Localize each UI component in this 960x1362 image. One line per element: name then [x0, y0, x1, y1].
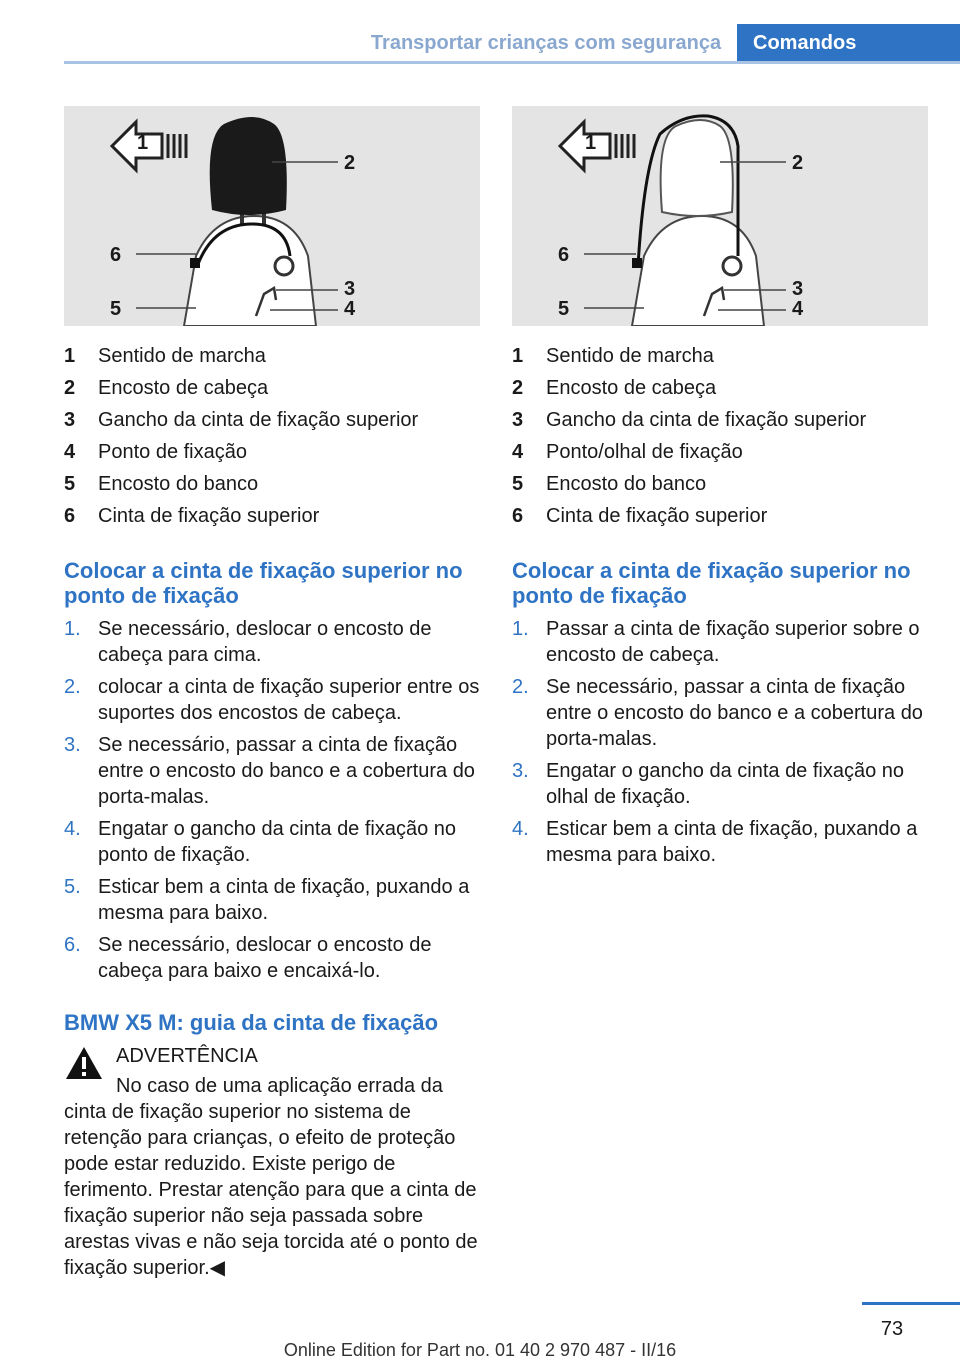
steps-list-left — [64, 616, 480, 984]
figure-label-5: 5 — [558, 298, 570, 320]
legend-text: Cinta de fixação superior — [546, 505, 768, 527]
steps-list-right — [512, 616, 928, 868]
step-item — [64, 816, 480, 868]
legend-item — [64, 468, 480, 500]
headrest-illustration-right — [512, 106, 928, 326]
step-text: Esticar bem a cinta de fixação, puxando a mesma para baixo. — [98, 876, 470, 924]
figure-label-4: 4 — [792, 298, 804, 320]
legend-item — [512, 436, 928, 468]
step-text: Se necessário, deslocar o encosto de cabeça para cima. — [98, 618, 432, 666]
legend-text: Encosto de cabeça — [98, 377, 269, 399]
header-rule — [64, 61, 960, 64]
step-text: Se necessário, passar a cinta de fixação entre o encosto do banco e a cobertura do porta-malas. — [98, 734, 475, 808]
legend-item — [64, 340, 480, 372]
step-item — [512, 616, 928, 668]
legend-text: Sentido de marcha — [98, 345, 266, 367]
headrest-figure-left — [64, 106, 480, 326]
legend-item — [64, 404, 480, 436]
legend-number: 3 — [512, 409, 524, 431]
legend-item — [64, 436, 480, 468]
headrest-figure-right — [512, 106, 928, 326]
figure-label-1: 1 — [137, 132, 149, 154]
warning-body: cinta de fixação superior no sistema de retenção para crianças, o efeito de proteção pode estar reduzido. Existe perigo de ferimento. Prestar atenção para que a cinta de fixação superior não seja passada sobre arestas vivas e não seja torcida até o ponto de fixação superior.◀ — [64, 1101, 478, 1279]
legend-item — [64, 372, 480, 404]
step-item — [512, 758, 928, 810]
legend-text: Ponto/olhal de fixação — [546, 441, 743, 463]
legend-text: Ponto de fixação — [98, 441, 247, 463]
legend-number: 4 — [512, 441, 524, 463]
warning-triangle-icon — [64, 1045, 104, 1081]
legend-number: 2 — [512, 377, 524, 399]
figure-label-5: 5 — [110, 298, 122, 320]
warning-first-line: No caso de uma aplicação errada da — [116, 1075, 443, 1097]
left-column — [64, 106, 480, 1281]
step-item — [64, 732, 480, 810]
legend-item — [64, 500, 480, 532]
edition-note: Online Edition for Part no. 01 40 2 970 487 - II/16 — [283, 1340, 677, 1360]
legend-number: 2 — [64, 377, 76, 399]
step-text: Passar a cinta de fixação superior sobre o encosto de cabeça. — [546, 618, 920, 666]
step-text: Se necessário, passar a cinta de fixação entre o encosto do banco e a cobertura do porta-malas. — [546, 676, 923, 750]
step-number: 2. — [64, 676, 81, 698]
legend-text: Cinta de fixação superior — [98, 505, 320, 527]
direction-arrow-icon — [560, 122, 634, 170]
step-number: 6. — [64, 934, 81, 956]
step-text: Engatar o gancho da cinta de fixação no ponto de fixação. — [98, 818, 457, 866]
legend-item — [512, 500, 928, 532]
figure-label-3: 3 — [792, 278, 804, 300]
legend-number: 6 — [512, 505, 524, 527]
step-text: Esticar bem a cinta de fixação, puxando a mesma para baixo. — [546, 818, 918, 866]
legend-text: Encosto do banco — [98, 473, 259, 495]
step-item — [512, 816, 928, 868]
step-number: 1. — [64, 618, 81, 640]
legend-number: 1 — [64, 345, 76, 367]
legend-item — [512, 340, 928, 372]
step-text: Engatar o gancho da cinta de fixação no olhal de fixação. — [546, 760, 905, 808]
figure-label-2: 2 — [792, 152, 804, 174]
warning-title: ADVERTÊNCIA — [116, 1045, 258, 1067]
step-number: 1. — [512, 618, 529, 640]
step-number: 2. — [512, 676, 529, 698]
step-item — [64, 674, 480, 726]
legend-number: 6 — [64, 505, 76, 527]
step-item — [512, 674, 928, 752]
step-text: Se necessário, deslocar o encosto de cabeça para baixo e encaixá-lo. — [98, 934, 432, 982]
figure-label-6: 6 — [558, 244, 570, 266]
legend-text: Sentido de marcha — [546, 345, 714, 367]
figure-legend-right — [512, 340, 928, 532]
legend-item — [512, 404, 928, 436]
legend-text: Encosto do banco — [546, 473, 707, 495]
figure-label-1: 1 — [585, 132, 597, 154]
legend-text: Encosto de cabeça — [546, 377, 717, 399]
step-item — [64, 932, 480, 984]
right-column — [512, 106, 928, 874]
figure-legend-left — [64, 340, 480, 532]
direction-arrow-icon — [112, 122, 186, 170]
chapter-tab: Comandos — [737, 24, 960, 62]
section-heading: Colocar a cinta de fixação superior no ponto de fixação — [64, 558, 463, 608]
legend-text: Gancho da cinta de fixação superior — [98, 409, 419, 431]
figure-label-4: 4 — [344, 298, 356, 320]
page-number: 73 — [880, 1318, 904, 1340]
figure-label-2: 2 — [344, 152, 356, 174]
legend-number: 5 — [64, 473, 76, 495]
legend-number: 3 — [64, 409, 76, 431]
section-heading: Colocar a cinta de fixação superior no ponto de fixação — [512, 558, 911, 608]
step-number: 4. — [64, 818, 81, 840]
footer-rule — [862, 1302, 960, 1305]
step-text: colocar a cinta de fixação superior entre os suportes dos encostos de cabeça. — [98, 676, 480, 724]
legend-text: Gancho da cinta de fixação superior — [546, 409, 867, 431]
headrest-illustration-left — [64, 106, 480, 326]
step-number: 3. — [64, 734, 81, 756]
step-number: 5. — [64, 876, 81, 898]
figure-label-3: 3 — [344, 278, 356, 300]
step-number: 4. — [512, 818, 529, 840]
legend-number: 1 — [512, 345, 524, 367]
step-number: 3. — [512, 760, 529, 782]
section-heading-x5m: BMW X5 M: guia da cinta de fixação — [64, 1010, 439, 1035]
step-item — [64, 874, 480, 926]
figure-label-6: 6 — [110, 244, 122, 266]
step-item — [64, 616, 480, 668]
legend-item — [512, 468, 928, 500]
legend-number: 5 — [512, 473, 524, 495]
legend-number: 4 — [64, 441, 76, 463]
legend-item — [512, 372, 928, 404]
warning-block — [64, 1043, 480, 1281]
section-title: Transportar crianças com segurança — [370, 32, 722, 54]
